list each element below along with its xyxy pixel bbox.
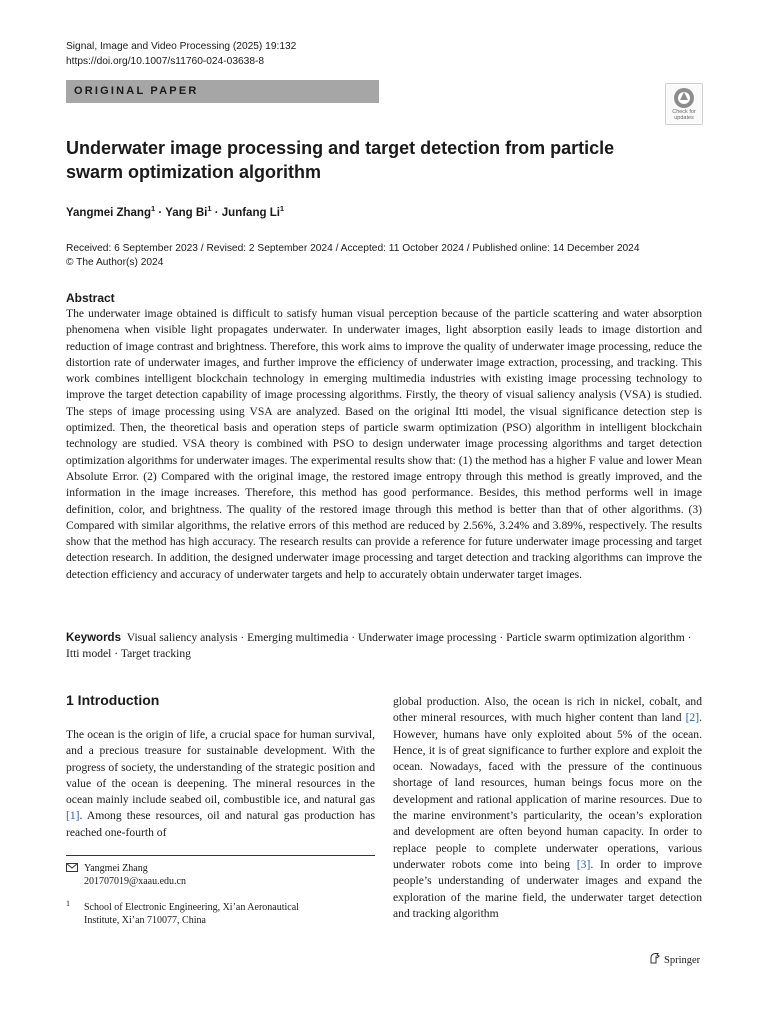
section-heading-introduction: 1 Introduction (66, 692, 160, 708)
keywords-text: Visual saliency analysis · Emerging multimedia · Underwater image processing · Particle swarm optimization algorithm · Itti model · Target tracking (66, 631, 692, 661)
author-affiliation-mark: 1 (151, 204, 156, 213)
author-list (66, 204, 284, 219)
author-separator: · (211, 206, 222, 219)
author-name[interactable]: Yang Bi (165, 206, 208, 219)
footnote-divider (66, 855, 375, 856)
author-name[interactable]: Yangmei Zhang (66, 206, 151, 219)
journal-info (66, 40, 296, 69)
intro-text: . However, humans have only exploited about 5% of the ocean. Hence, it is of great significance to further explore and exploit the ocean. Nowadays, faced with the pressure of the continuous shortage of land resources, human beings focus more on the development and rational application of marine resources. Due to the marine environment’s particularity, the ocean’s exploration and development are often beyond human capacity. In order to replace people to complete underwater operations, various underwater robots come into being (393, 711, 702, 871)
intro-text: . In order to improve people’s understanding of underwater images and expand the exploration of the marine field, the underwater target detection and tracking algorithm (393, 857, 703, 920)
citation-link[interactable]: [1] (66, 809, 80, 823)
affiliation-number: 1 (66, 899, 70, 908)
publisher-name: Springer (664, 955, 701, 966)
intro-left-column (66, 727, 375, 841)
intro-text: . Among these resources, oil and natural gas production has reached one-fourth of (66, 809, 375, 839)
abstract-text: The underwater image obtained is difficult to satisfy human visual perception because of the particle scattering and water absorption phenomena when visible light propagates underwater. In underwater images, light absorption easily leads to image distortion and reduction of image contrast and brightness. Therefore, this work aims to improve the quality of underwater image processing, reduce the distortion rate of underwater images, and further improve the efficiency of underwater image extraction, processing, and tracking. This work combines intelligent blockchain technology in emerging multimedia industries with existing image processing technology to improve the target detection capability of image processing algorithms. Firstly, the theory of visual saliency analysis (VSA) is studied. The steps of image processing using VSA are analyzed. Based on the original Itti model, the visual significance detection step is optimized. Then, the theoretical basis and operation steps of particle swarm optimization (PSO) algorithm in intelligent blockchain technology are studied. VSA theory is combined with PSO to design underwater image processing algorithms and target detection optimization algorithms for underwater images. The experimental results show that: (1) the method has a higher F value and lower Mean Absolute Error. (2) Compared with the original image, the restored image entropy through this method is greatly improved, and the information in the image increases. Therefore, this method has good performance. Besides, this method performs well in image definition, color, and brightness. The quality of the restored image through this method is better than that of other algorithms. (3) Compared with similar algorithms, the relative errors of this method are reduced by 2.56%, 3.24% and 3.89%, respectively. The results show that the method has high accuracy. The research results can provide a reference for future underwater image processing and target detection research. In addition, the designed underwater image processing and target detection and tracking algorithms can improve the detection efficiency and accuracy of underwater targets and help to accurately obtain underwater target images. (66, 307, 702, 581)
check-updates-icon (673, 87, 695, 109)
affiliation-line: School of Electronic Engineering, Xi’an Aeronautical (84, 902, 299, 913)
affiliation-line: Institute, Xi’an 710077, China (84, 915, 206, 926)
citation-link[interactable]: [2] (685, 711, 700, 725)
keywords-label: Keywords (66, 632, 121, 644)
author-affiliation-mark: 1 (207, 204, 212, 213)
check-for-updates-badge[interactable] (665, 83, 703, 125)
corresponding-author-email[interactable]: 201707019@xaau.edu.cn (84, 876, 186, 887)
envelope-icon (66, 863, 78, 872)
author-name[interactable]: Junfang Li (221, 206, 280, 219)
author-affiliation-mark: 1 (279, 204, 285, 213)
abstract-heading: Abstract (66, 291, 115, 305)
citation-link[interactable]: [3] (576, 857, 591, 871)
article-dates: Received: 6 September 2023 / Revised: 2 September 2024 / Accepted: 11 October 2024 / Published online: 14 December 2024 (66, 243, 640, 254)
intro-text: global production. Also, the ocean is rich in nickel, cobalt, and other mineral resources, with much higher content than land (393, 695, 702, 725)
intro-text: The ocean is the origin of life, a crucial space for human survival, and a precious treasure for sustainable development. With the progress of society, the understanding of the strategic position and value of the ocean is deepening. The mineral resources in the ocean mainly include seabed oil, combustible ice, and natural gas (66, 728, 375, 807)
author-separator: · (155, 206, 166, 219)
article-history (66, 242, 640, 270)
check-updates-line2: updates (674, 115, 694, 121)
article-type-banner: ORIGINAL PAPER (66, 80, 379, 103)
keywords (66, 630, 702, 663)
springer-horse-icon (648, 952, 661, 965)
publisher-logo (648, 952, 700, 966)
intro-right-column (393, 694, 702, 922)
copyright-line: © The Author(s) 2024 (66, 257, 164, 268)
paper-title: Underwater image processing and target detection from particle swarm optimization algorithm (66, 138, 615, 182)
corresponding-author-name: Yangmei Zhang (84, 863, 148, 874)
doi-link[interactable]: https://doi.org/10.1007/s11760-024-03638-8 (66, 55, 265, 67)
check-updates-line1: Check for (672, 109, 696, 115)
journal-citation: Signal, Image and Video Processing (2025) 19:132 (66, 41, 297, 52)
